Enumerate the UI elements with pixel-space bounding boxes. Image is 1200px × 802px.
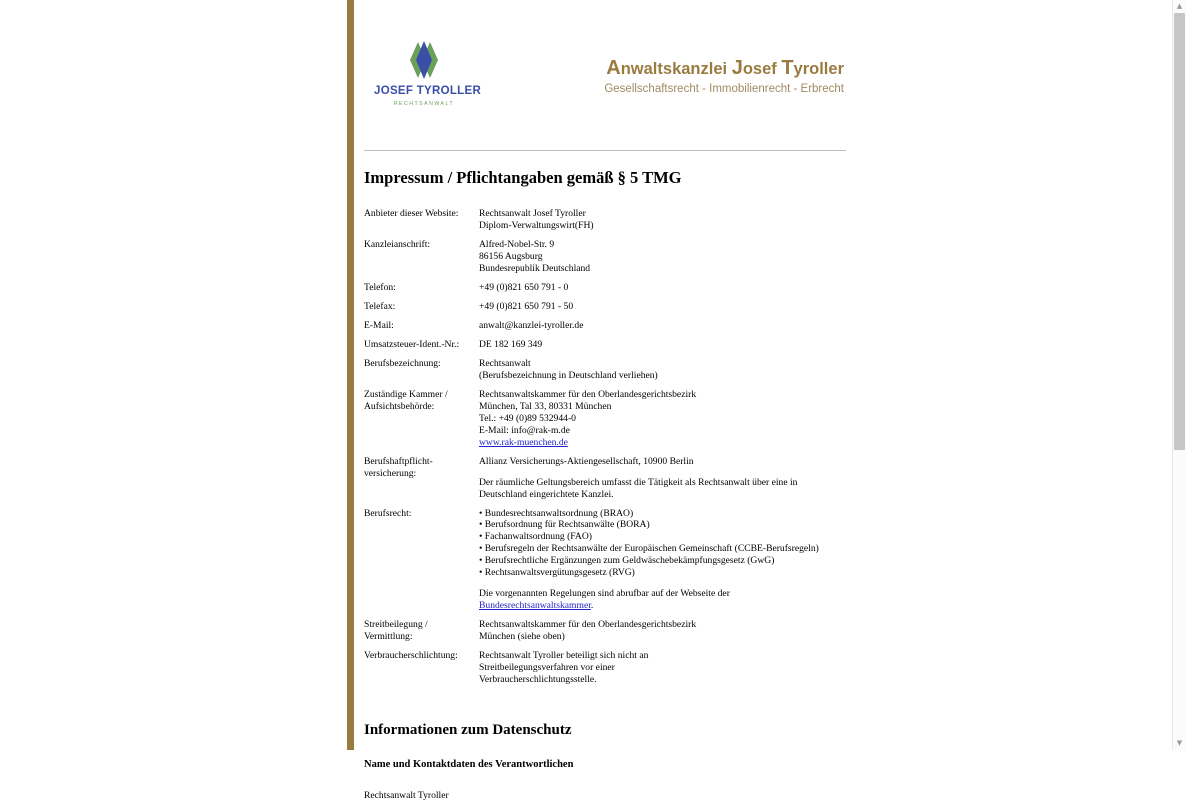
imprint-value-line: Streitbeilegungsverfahren vor einer (479, 662, 615, 674)
imprint-row (364, 456, 846, 508)
imprint-row-label (364, 456, 479, 508)
imprint-value-line: anwalt@kanzlei-tyroller.de (479, 319, 584, 331)
firm-title-osef: osef (742, 60, 782, 78)
imprint-row (364, 358, 846, 389)
header-titles (604, 57, 844, 95)
imprint-value-line: DE 182 169 349 (479, 338, 543, 350)
firm-title-t: T (781, 57, 794, 79)
imprint-label-line: versicherung: (364, 467, 417, 479)
page-title: Impressum / Pflichtangaben gemäß § 5 TMG (364, 168, 682, 187)
imprint-value-line: Rechtsanwalt Josef Tyroller (479, 207, 586, 219)
imprint-row-value (479, 208, 846, 239)
imprint-label-line: Berufsrecht: (364, 507, 412, 519)
imprint-value-line: Bundesrepublik Deutschland (479, 262, 591, 274)
imprint-row-value (479, 456, 846, 508)
brand-accent-bar (347, 0, 354, 750)
imprint-row-value (479, 301, 846, 320)
imprint-value-line: +49 (0)821 650 791 - 0 (479, 281, 569, 293)
imprint-row-label (364, 301, 479, 320)
imprint-bullet-item: • Berufsordnung für Rechtsanwälte (BORA) (479, 519, 650, 531)
imprint-value-line: Deutschland eingerichtete Kanzlei. (479, 488, 614, 500)
imprint-row-value (479, 389, 846, 456)
imprint-row-label (364, 339, 479, 358)
imprint-row (364, 239, 846, 282)
scrollbar-thumb[interactable] (1174, 13, 1185, 450)
imprint-value-line: Verbraucherschlichtungsstelle. (479, 674, 597, 686)
imprint-row (364, 301, 846, 320)
imprint-value-line: Allianz Versicherungs-Aktiengesellschaft, 10900 Berlin (479, 455, 694, 467)
imprint-label-line: E-Mail: (364, 319, 394, 331)
bundesrechtsanwaltskammer-link[interactable]: Bundesrechtsanwaltskammer (479, 600, 591, 612)
chevron-up-icon: ▲ (1176, 2, 1183, 10)
logo-subline: RECHTSANWALT (393, 100, 455, 107)
imprint-value-line: München (siehe oben) (479, 631, 565, 643)
spacer (479, 468, 846, 477)
imprint-row-value (479, 239, 846, 282)
imprint-label-line: Verbraucherschlichtung: (364, 650, 458, 662)
imprint-label-line: Anbieter dieser Website: (364, 207, 459, 219)
imprint-value-line: Rechtsanwaltskammer für den Oberlandesgerichtsbezirk (479, 619, 697, 631)
imprint-label-line: Berufsbezeichnung: (364, 357, 441, 369)
imprint-row (364, 320, 846, 339)
imprint-row-label (364, 239, 479, 282)
spacer (479, 579, 846, 588)
firm-title-anwaltskanzlei: nwaltskanzlei (620, 60, 732, 78)
imprint-value-line: +49 (0)821 650 791 - 50 (479, 300, 574, 312)
content-column (364, 0, 846, 802)
imprint-label-line: Umsatzsteuer-Ident.-Nr.: (364, 338, 460, 350)
imprint-note-line (479, 600, 846, 612)
firm-title-yroller: yroller (793, 60, 844, 78)
imprint-note-prefix: Die vorgenannten Regelungen sind abrufbar auf der Webseite der (479, 588, 730, 600)
imprint-row-label (364, 358, 479, 389)
header-divider (364, 150, 846, 151)
imprint-bullet-item: • Rechtsanwaltsvergütungsgesetz (RVG) (479, 567, 635, 579)
imprint-value-line: München, Tal 33, 80331 München (479, 400, 612, 412)
imprint-row-label (364, 208, 479, 239)
imprint-row-value (479, 650, 846, 693)
imprint-value-line: Alfred-Nobel-Str. 9 (479, 238, 555, 250)
chevron-down-icon: ▼ (1176, 739, 1183, 747)
imprint-label-line: Streitbeilegung / (364, 619, 428, 631)
scroll-up-button[interactable] (1173, 0, 1186, 13)
imprint-row-label (364, 389, 479, 456)
imprint-label-line: Telefon: (364, 281, 396, 293)
imprint-row (364, 389, 846, 456)
imprint-row-label (364, 619, 479, 650)
imprint-table-body (364, 208, 846, 694)
site-header (364, 0, 846, 150)
imprint-row (364, 208, 846, 239)
imprint-bullet-item: • Bundesrechtsanwaltsordnung (BRAO) (479, 507, 634, 519)
imprint-row-label (364, 320, 479, 339)
imprint-value-line: Diplom-Verwaltungswirt(FH) (479, 219, 594, 231)
imprint-value-line: (Berufsbezeichnung in Deutschland verliehen) (479, 369, 658, 381)
imprint-value-line: 86156 Augsburg (479, 250, 543, 262)
imprint-row-label (364, 508, 479, 620)
diamond-logo-icon (396, 38, 452, 82)
external-link[interactable]: www.rak-muenchen.de (479, 436, 568, 448)
firm-title (604, 57, 844, 80)
imprint-row (364, 650, 846, 693)
firm-subtitle: Gesellschaftsrecht - Immobilienrecht - Erbrecht (604, 83, 844, 95)
imprint-row-value (479, 619, 846, 650)
imprint-row (364, 508, 846, 620)
imprint-label-line: Vermittlung: (364, 631, 413, 643)
imprint-label-line: Zuständige Kammer / (364, 388, 448, 400)
imprint-value-line: Rechtsanwalt (479, 357, 531, 369)
imprint-value-line: Tel.: +49 (0)89 532944-0 (479, 412, 576, 424)
imprint-value-line: E-Mail: info@rak-m.de (479, 424, 570, 436)
imprint-row-value (479, 339, 846, 358)
imprint-value-line: Rechtsanwaltskammer für den Oberlandesgerichtsbezirk (479, 388, 697, 400)
imprint-bullet-item: • Berufsregeln der Rechtsanwälte der Europäischen Gemeinschaft (CCBE-Berufsregeln) (479, 543, 819, 555)
privacy-sub-heading: Name und Kontaktdaten des Verantwortlichen (364, 759, 574, 771)
imprint-bullet-item: • Berufsrechtliche Ergänzungen zum Geldwäschebekämpfungsgesetz (GwG) (479, 555, 775, 567)
vertical-scrollbar[interactable] (1172, 0, 1186, 750)
imprint-row-value (479, 320, 846, 339)
imprint-value-line: Rechtsanwalt Tyroller beteiligt sich nicht an (479, 650, 649, 662)
imprint-row-value (479, 282, 846, 301)
imprint-row (364, 619, 846, 650)
imprint-value-line: Der räumliche Geltungsbereich umfasst die Tätigkeit als Rechtsanwalt über eine in (479, 476, 798, 488)
imprint-table (364, 208, 846, 694)
imprint-row-value (479, 508, 846, 620)
firm-title-j: J (731, 57, 743, 79)
logo-wordmark: JOSEF TYROLLER (374, 85, 482, 97)
imprint-label-line: Berufshaftpflicht- (364, 455, 433, 467)
imprint-row (364, 339, 846, 358)
imprint-row (364, 282, 846, 301)
imprint-label-line: Kanzleianschrift: (364, 238, 431, 250)
privacy-responsible-name: Rechtsanwalt Tyroller (364, 789, 449, 801)
imprint-row-value (479, 358, 846, 389)
privacy-section-heading: Informationen zum Datenschutz (364, 722, 572, 739)
imprint-label-line: Telefax: (364, 300, 396, 312)
imprint-note-suffix: . (590, 600, 594, 612)
imprint-row-label (364, 282, 479, 301)
scroll-down-button[interactable] (1173, 737, 1186, 750)
firm-title-a: A (606, 57, 621, 79)
site-logo[interactable] (374, 38, 482, 107)
imprint-label-line: Aufsichtsbehörde: (364, 400, 435, 412)
imprint-row-label (364, 650, 479, 693)
imprint-bullet-item: • Fachanwaltsordnung (FAO) (479, 531, 592, 543)
